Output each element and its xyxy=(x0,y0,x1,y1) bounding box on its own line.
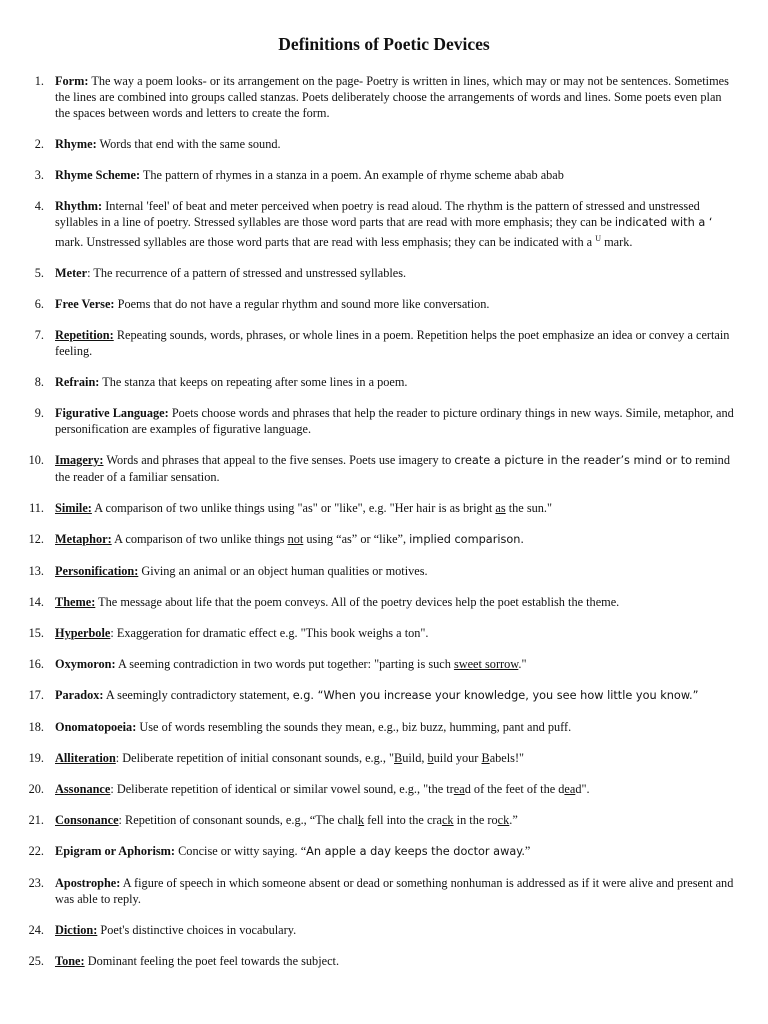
term-label: Personification: xyxy=(55,564,139,579)
definition-text: The pattern of rhymes in a stanza in a poem. An example of rhyme scheme abab abab xyxy=(140,168,564,182)
definition-text: Poets choose words and phrases that help the reader to picture ordinary things in new ways. Simile, metaphor, and personification are examples of figurative language. xyxy=(55,406,734,437)
definition-item xyxy=(0,327,768,359)
item-text xyxy=(55,136,735,152)
definition-item xyxy=(0,875,768,907)
definition-item xyxy=(0,781,768,797)
underlined-text: B xyxy=(394,751,403,766)
item-number-text: 5. xyxy=(34,266,44,281)
item-text xyxy=(55,374,735,390)
definition-item xyxy=(0,656,768,672)
item-number xyxy=(0,374,55,390)
definition-text: Internal 'feel' of beat and meter perceived when poetry is read aloud. The rhythm is the pattern of stressed and unstressed syllables in a line of poetry. Stressed syllables are those word parts that are read with more emphasis; they can be xyxy=(55,199,700,229)
underlined-text: ea xyxy=(564,782,576,797)
term-label: Onomatopoeia: xyxy=(55,720,137,735)
item-number xyxy=(0,625,55,641)
definition-item xyxy=(0,812,768,828)
unstressed-mark: U xyxy=(595,234,601,243)
definition-item xyxy=(0,531,768,548)
definition-item xyxy=(0,719,768,735)
example-text: e.g. “When you increase your knowledge, you see how little you know.” xyxy=(292,689,699,703)
definition-text: Giving an animal or an object human qualities or motives. xyxy=(138,564,428,579)
item-text xyxy=(55,922,735,938)
definition-text: Dominant feeling the poet feel towards the subject. xyxy=(84,954,340,969)
item-number xyxy=(0,452,55,485)
term-label: Assonance xyxy=(55,782,111,797)
item-number-text: 10. xyxy=(28,453,44,468)
term-label: Repetition: xyxy=(55,328,114,343)
term-label: Imagery: xyxy=(55,453,104,468)
item-number xyxy=(0,265,55,281)
term-label: Oxymoron: xyxy=(55,657,116,672)
term-label: Metaphor: xyxy=(55,532,112,547)
definition-item xyxy=(0,625,768,641)
item-text xyxy=(55,781,735,797)
item-number-text: 20. xyxy=(28,782,44,797)
definition-text: uild your xyxy=(433,751,482,766)
item-number-text: 25. xyxy=(28,954,44,969)
item-text xyxy=(55,531,735,548)
definition-text: Use of words resembling the sounds they mean, e.g., biz buzz, humming, pant and puff. xyxy=(136,720,572,735)
item-text xyxy=(55,625,735,641)
definition-text: Poems that do not have a regular rhythm and sound more like conversation. xyxy=(114,297,490,312)
item-text xyxy=(55,405,735,437)
underlined-text: not xyxy=(287,532,304,547)
underlined-text: B xyxy=(481,751,490,766)
item-number xyxy=(0,136,55,152)
item-number-text: 8. xyxy=(34,375,44,390)
underlined-text: sweet sorrow xyxy=(453,657,519,672)
item-text xyxy=(55,198,735,250)
underlined-text: ck xyxy=(497,813,510,828)
item-number-text: 2. xyxy=(34,137,44,151)
definition-text: Words and phrases that appeal to the five senses. Poets use imagery to xyxy=(103,453,455,468)
item-text xyxy=(55,953,735,969)
item-text xyxy=(55,73,735,121)
item-number xyxy=(0,719,55,735)
item-number-text: 17. xyxy=(28,688,44,703)
item-number xyxy=(0,875,55,907)
item-number-text: 15. xyxy=(28,626,44,641)
example-text: implied comparison. xyxy=(409,533,525,547)
definition-text: A seemingly contradictory statement, xyxy=(103,688,293,703)
term-label: Rhythm: xyxy=(55,199,103,213)
item-text xyxy=(55,167,735,183)
definition-text: ” xyxy=(524,844,531,859)
item-number xyxy=(0,594,55,610)
item-number-text: 24. xyxy=(28,923,44,938)
definition-item xyxy=(0,405,768,437)
definition-text: : Deliberate repetition of initial consonant sounds, e.g., " xyxy=(115,751,395,766)
term-label: Tone: xyxy=(55,954,85,969)
term-label: Theme: xyxy=(55,595,96,610)
definition-item xyxy=(0,687,768,704)
item-number-text: 19. xyxy=(28,751,44,766)
definition-item xyxy=(0,167,768,183)
definition-text: A comparison of two unlike things xyxy=(111,532,288,547)
definition-text: A seeming contradiction in two words put together: "parting is such xyxy=(115,657,454,672)
item-number-text: 4. xyxy=(34,199,44,213)
item-number-text: 3. xyxy=(34,168,44,182)
item-number-text: 13. xyxy=(28,564,44,579)
item-text xyxy=(55,656,735,672)
item-number xyxy=(0,781,55,797)
definition-text: : Exaggeration for dramatic effect e.g. "This book weighs a ton". xyxy=(110,626,429,641)
term-label: Epigram or Aphorism: xyxy=(55,844,176,859)
underlined-text: as xyxy=(495,501,506,516)
definition-text: .” xyxy=(509,813,518,828)
item-number xyxy=(0,563,55,579)
term-label: Figurative Language: xyxy=(55,406,169,421)
item-text xyxy=(55,563,735,579)
item-number-text: 21. xyxy=(28,813,44,828)
underlined-text: b xyxy=(427,751,434,766)
definition-text: uild, xyxy=(402,751,428,766)
definition-item xyxy=(0,136,768,152)
term-label: Form: xyxy=(55,74,89,88)
definition-text: d of the feet of the d xyxy=(464,782,565,797)
term-label: Apostrophe: xyxy=(55,876,121,891)
definition-item xyxy=(0,374,768,390)
definition-text: abels!" xyxy=(489,751,525,766)
definition-item xyxy=(0,922,768,938)
item-number-text: 12. xyxy=(28,532,44,547)
definition-text: mark. xyxy=(601,235,633,250)
item-text xyxy=(55,843,735,860)
item-number xyxy=(0,687,55,704)
item-number xyxy=(0,167,55,183)
term-label: Paradox: xyxy=(55,688,104,703)
term-label: Rhyme: xyxy=(55,137,97,151)
item-number xyxy=(0,296,55,312)
item-number-text: 1. xyxy=(34,74,44,88)
item-number xyxy=(0,500,55,516)
definition-text: the sun." xyxy=(505,501,553,516)
term-label: Diction: xyxy=(55,923,98,938)
definition-text: Poet's distinctive choices in vocabulary. xyxy=(97,923,297,938)
item-number-text: 16. xyxy=(28,657,44,672)
definition-item xyxy=(0,843,768,860)
definition-text: ." xyxy=(518,657,527,672)
definition-text: : Deliberate repetition of identical or similar vowel sound, e.g., "the tr xyxy=(110,782,454,797)
item-text xyxy=(55,750,735,766)
item-text xyxy=(55,812,735,828)
definition-item xyxy=(0,265,768,281)
item-number xyxy=(0,953,55,969)
definition-text: Repeating sounds, words, phrases, or whole lines in a poem. Repetition helps the poet emphasize an idea or convey a certain feeling. xyxy=(55,328,730,359)
definition-item xyxy=(0,198,768,250)
item-number xyxy=(0,531,55,548)
example-text: An apple a day keeps the doctor away. xyxy=(306,845,525,859)
definition-text: d". xyxy=(575,782,590,797)
item-number-text: 9. xyxy=(34,406,44,421)
definition-text: The message about life that the poem conveys. All of the poetry devices help the poet establish the theme. xyxy=(95,595,620,610)
item-number-text: 23. xyxy=(28,876,44,891)
term-label: Free Verse: xyxy=(55,297,115,312)
item-number xyxy=(0,327,55,359)
definition-item xyxy=(0,500,768,516)
example-text: create a picture in the reader’s mind or to xyxy=(454,454,693,468)
term-label: Rhyme Scheme: xyxy=(55,168,141,182)
definition-text: Concise or witty saying. “ xyxy=(175,844,307,859)
item-number-text: 18. xyxy=(28,720,44,735)
definition-text: remind the reader of a familiar sensation. xyxy=(55,453,730,485)
term-label: Simile: xyxy=(55,501,92,516)
item-text xyxy=(55,452,735,485)
item-number-text: 22. xyxy=(28,844,44,859)
item-text xyxy=(55,594,735,610)
item-text xyxy=(55,719,735,735)
term-label: Hyperbole xyxy=(55,626,111,641)
term-label: Consonance xyxy=(55,813,119,828)
item-number xyxy=(0,843,55,860)
item-number xyxy=(0,812,55,828)
item-number xyxy=(0,405,55,437)
definition-item xyxy=(0,953,768,969)
item-text xyxy=(55,875,735,907)
underlined-text: ck xyxy=(441,813,454,828)
definition-text: The stanza that keeps on repeating after some lines in a poem. xyxy=(99,375,408,390)
item-number-text: 6. xyxy=(34,297,44,312)
definition-item xyxy=(0,750,768,766)
item-number xyxy=(0,922,55,938)
underlined-text: ea xyxy=(453,782,465,797)
item-number xyxy=(0,73,55,121)
definition-item xyxy=(0,594,768,610)
definition-text: : Repetition of consonant sounds, e.g., “The chal xyxy=(118,813,358,828)
item-text xyxy=(55,327,735,359)
page-title: Definitions of Poetic Devices xyxy=(278,34,490,54)
definition-text: Words that end with the same sound. xyxy=(96,137,281,151)
item-text xyxy=(55,265,735,281)
definition-item xyxy=(0,563,768,579)
term-label: Refrain: xyxy=(55,375,100,390)
definition-text: fell into the cra xyxy=(364,813,442,828)
item-text xyxy=(55,687,735,704)
item-number xyxy=(0,656,55,672)
definition-item xyxy=(0,296,768,312)
item-number xyxy=(0,198,55,250)
definition-item xyxy=(0,452,768,485)
item-text xyxy=(55,296,735,312)
definition-text: A comparison of two unlike things using "as" or "like", e.g. "Her hair is as bright xyxy=(91,501,496,516)
definition-text: : The recurrence of a pattern of stressed and unstressed syllables. xyxy=(87,266,407,281)
item-number-text: 7. xyxy=(34,328,44,343)
item-text xyxy=(55,500,735,516)
item-number xyxy=(0,750,55,766)
definition-text: mark. Unstressed syllables are those word parts that are read with less emphasis; they can be indicated with a xyxy=(55,235,596,250)
item-number-text: 11. xyxy=(29,501,44,516)
example-text: indicated with a ‘ xyxy=(614,216,713,229)
term-label: Alliteration xyxy=(55,751,116,766)
item-number-text: 14. xyxy=(28,595,44,610)
definition-text: in the ro xyxy=(453,813,498,828)
definition-text: A figure of speech in which someone absent or dead or something nonhuman is addressed as if it were alive and present and was able to reply. xyxy=(55,876,734,907)
definitions-list xyxy=(0,73,768,984)
definition-text: using “as” or “like”, xyxy=(303,532,410,547)
underlined-text: k xyxy=(357,813,365,828)
term-label: Meter xyxy=(55,266,88,281)
definition-item xyxy=(0,73,768,121)
definition-text: The way a poem looks- or its arrangement on the page- Poetry is written in lines, which may or may not be sentences. Sometimes the lines are combined into groups called stanzas. Poets deliberately choose the arrangements of words and lines. Some poets even plan the spaces between words and letters to create the form. xyxy=(55,74,729,120)
